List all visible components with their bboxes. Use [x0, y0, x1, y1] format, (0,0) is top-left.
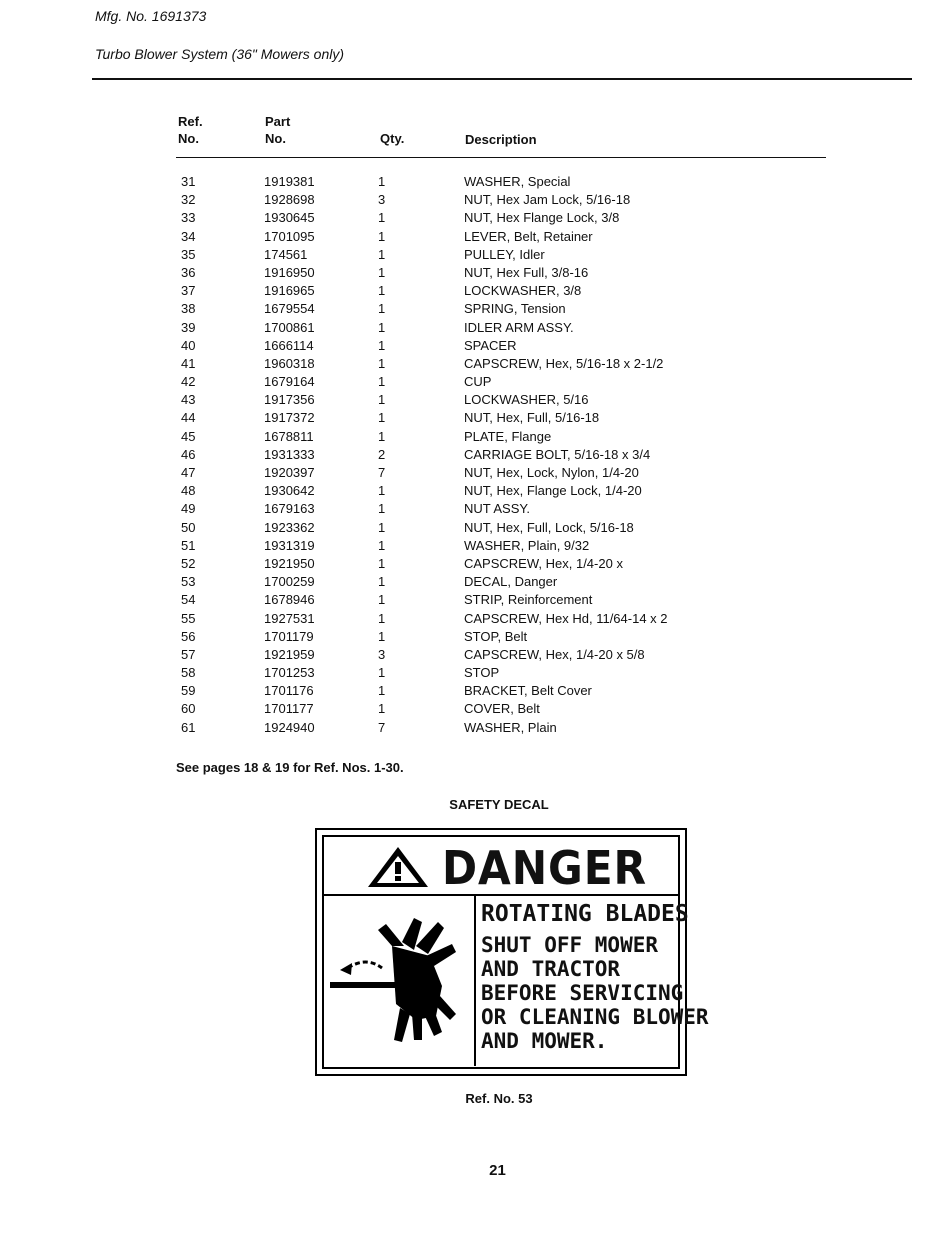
qty-cell: 1 — [378, 301, 386, 317]
col-header-qty: Qty. — [380, 131, 405, 146]
description-cell: STOP, Belt — [464, 628, 528, 644]
col-header-ref — [178, 113, 203, 147]
table-row — [0, 538, 950, 556]
qty-cell: 7 — [378, 465, 386, 480]
table-row — [0, 210, 950, 228]
ref-cell: 31 — [181, 174, 196, 189]
col-header-part-line2: No. — [265, 131, 286, 146]
qty-cell: 1 — [378, 264, 386, 280]
table-row — [0, 701, 950, 719]
part-number-cell: 1930645 — [264, 210, 315, 226]
ref-cell: 42 — [181, 374, 196, 390]
qty-cell: 1 — [378, 355, 386, 371]
table-row — [0, 483, 950, 501]
hand-blade-icon — [330, 916, 466, 1046]
description-cell: NUT, Hex Flange Lock, 3/8 — [464, 210, 620, 226]
ref-cell: 54 — [181, 592, 196, 608]
part-number-cell: 1700259 — [264, 574, 315, 590]
table-row — [0, 392, 950, 410]
qty-cell: 1 — [378, 665, 386, 681]
qty-cell: 3 — [378, 192, 386, 208]
description-cell: STOP — [464, 665, 500, 681]
ref-cell: 55 — [181, 610, 196, 626]
qty-cell: 1 — [378, 228, 386, 244]
qty-cell: 1 — [378, 683, 386, 699]
warning-triangle-icon — [366, 845, 430, 889]
description-cell: SPACER — [464, 337, 517, 353]
hand-hazard-pictogram — [324, 896, 476, 1066]
col-header-part — [265, 113, 290, 147]
table-row — [0, 410, 950, 428]
ref-cell: 49 — [181, 501, 196, 517]
warning-line-1: ROTATING BLADES — [481, 901, 689, 927]
description-cell: CUP — [464, 374, 492, 390]
description-cell: WASHER, Special — [464, 174, 571, 189]
part-number-cell: 1923362 — [264, 519, 315, 535]
ref-cell: 47 — [181, 465, 196, 480]
qty-cell: 1 — [378, 210, 386, 226]
decal-inner-border — [322, 835, 709, 1069]
table-row — [0, 574, 950, 592]
part-number-cell: 1921959 — [264, 646, 315, 662]
qty-cell: 1 — [378, 319, 386, 335]
table-row — [0, 447, 950, 465]
parts-table — [0, 174, 950, 738]
table-row — [0, 229, 950, 247]
description-cell: WASHER, Plain — [464, 719, 557, 735]
qty-cell: 1 — [378, 428, 386, 444]
table-row — [0, 356, 950, 374]
part-number-cell: 1666114 — [264, 337, 314, 353]
danger-decal — [315, 828, 709, 1076]
table-row — [0, 247, 950, 265]
table-row — [0, 374, 950, 392]
part-number-cell: 1927531 — [264, 610, 315, 626]
table-row — [0, 556, 950, 574]
ref-cell: 40 — [181, 337, 196, 353]
description-cell: IDLER ARM ASSY. — [464, 319, 574, 335]
table-row — [0, 520, 950, 538]
col-header-ref-line1: Ref. — [178, 114, 203, 129]
part-number-cell: 1960318 — [264, 355, 315, 371]
ref-cell: 58 — [181, 665, 196, 681]
reference-note: See pages 18 & 19 for Ref. Nos. 1-30. — [176, 760, 404, 775]
ref-cell: 43 — [181, 392, 196, 408]
ref-cell: 61 — [181, 719, 196, 735]
table-row — [0, 174, 950, 192]
part-number-cell: 1701176 — [264, 683, 314, 699]
part-number-cell: 1917356 — [264, 392, 315, 408]
description-cell: STRIP, Reinforcement — [464, 592, 593, 608]
col-header-description: Description — [465, 132, 537, 147]
table-row — [0, 592, 950, 610]
ref-cell: 45 — [181, 428, 196, 444]
part-number-cell: 174561 — [264, 246, 308, 262]
warning-line-3: AND TRACTOR — [481, 957, 621, 981]
header-rule — [92, 78, 912, 80]
warning-line-4: BEFORE SERVICING — [481, 981, 684, 1005]
table-row — [0, 301, 950, 319]
qty-cell: 1 — [378, 555, 386, 571]
description-cell: NUT ASSY. — [464, 501, 530, 517]
ref-cell: 60 — [181, 701, 196, 717]
table-header-rule — [176, 157, 826, 158]
qty-cell: 1 — [378, 283, 386, 299]
table-row — [0, 720, 950, 738]
qty-cell: 1 — [378, 519, 386, 535]
description-cell: CAPSCREW, Hex, 5/16-18 x 2-1/2 — [464, 355, 664, 371]
qty-cell: 3 — [378, 646, 386, 662]
table-row — [0, 501, 950, 519]
description-cell: NUT, Hex Full, 3/8-16 — [464, 264, 589, 280]
decal-section-title: SAFETY DECAL — [449, 797, 549, 812]
part-number-cell: 1700861 — [264, 319, 315, 335]
ref-cell: 41 — [181, 355, 196, 371]
ref-cell: 52 — [181, 555, 196, 571]
part-number-cell: 1921950 — [264, 555, 315, 571]
table-row — [0, 283, 950, 301]
ref-cell: 34 — [181, 228, 196, 244]
description-cell: DECAL, Danger — [464, 574, 558, 590]
col-header-ref-line2: No. — [178, 131, 199, 146]
qty-cell: 1 — [378, 410, 386, 426]
part-number-cell: 1916965 — [264, 283, 315, 299]
description-cell: LOCKWASHER, 3/8 — [464, 283, 582, 299]
part-number-cell: 1917372 — [264, 410, 315, 426]
qty-cell: 1 — [378, 483, 386, 499]
ref-cell: 32 — [181, 192, 196, 208]
table-row — [0, 683, 950, 701]
part-number-cell: 1701253 — [264, 665, 315, 681]
ref-cell: 38 — [181, 301, 196, 317]
qty-cell: 1 — [378, 592, 386, 608]
description-cell: SPRING, Tension — [464, 301, 566, 317]
table-row — [0, 429, 950, 447]
part-number-cell: 1931333 — [264, 446, 315, 462]
ref-cell: 44 — [181, 410, 196, 426]
manufacturer-number: Mfg. No. 1691373 — [95, 8, 207, 24]
description-cell: WASHER, Plain, 9/32 — [464, 537, 590, 553]
ref-cell: 56 — [181, 628, 196, 644]
ref-cell: 33 — [181, 210, 196, 226]
danger-header — [324, 837, 678, 896]
table-row — [0, 192, 950, 210]
description-cell: CAPSCREW, Hex Hd, 11/64-14 x 2 — [464, 610, 668, 626]
description-cell: BRACKET, Belt Cover — [464, 683, 592, 699]
qty-cell: 1 — [378, 574, 386, 590]
description-cell: COVER, Belt — [464, 701, 540, 717]
table-row — [0, 629, 950, 647]
part-number-cell: 1928698 — [264, 192, 315, 208]
ref-cell: 57 — [181, 646, 196, 662]
description-cell: CAPSCREW, Hex, 1/4-20 x 5/8 — [464, 646, 645, 662]
table-row — [0, 665, 950, 683]
ref-cell: 51 — [181, 537, 196, 553]
table-row — [0, 338, 950, 356]
part-number-cell: 1701179 — [264, 628, 314, 644]
part-number-cell: 1679164 — [264, 374, 315, 390]
table-row — [0, 647, 950, 665]
col-header-part-line1: Part — [265, 114, 291, 129]
part-number-cell: 1701095 — [264, 228, 315, 244]
description-cell: NUT, Hex, Flange Lock, 1/4-20 — [464, 483, 642, 499]
qty-cell: 1 — [378, 701, 386, 717]
table-row — [0, 465, 950, 483]
page-subtitle: Turbo Blower System (36" Mowers only) — [95, 46, 345, 62]
description-cell: PULLEY, Idler — [464, 246, 545, 262]
part-number-cell: 1924940 — [264, 719, 315, 735]
ref-cell: 48 — [181, 483, 196, 499]
ref-cell: 39 — [181, 319, 196, 335]
ref-cell: 37 — [181, 283, 196, 299]
qty-cell: 1 — [378, 501, 386, 517]
description-cell: CARRIAGE BOLT, 5/16-18 x 3/4 — [464, 446, 651, 462]
part-number-cell: 1916950 — [264, 264, 315, 280]
qty-cell: 7 — [378, 719, 386, 735]
part-number-cell: 1678811 — [264, 428, 314, 444]
ref-cell: 59 — [181, 683, 196, 699]
description-cell: CAPSCREW, Hex, 1/4-20 x — [464, 555, 623, 571]
ref-cell: 36 — [181, 264, 196, 280]
qty-cell: 1 — [378, 392, 386, 408]
part-number-cell: 1919381 — [264, 174, 315, 189]
qty-cell: 1 — [378, 174, 386, 189]
part-number-cell: 1679554 — [264, 301, 315, 317]
qty-cell: 1 — [378, 246, 386, 262]
part-number-cell: 1679163 — [264, 501, 315, 517]
danger-warning-text — [481, 902, 709, 1053]
description-cell: NUT, Hex, Lock, Nylon, 1/4-20 — [464, 465, 639, 480]
description-cell: LOCKWASHER, 5/16 — [464, 392, 589, 408]
part-number-cell: 1678946 — [264, 592, 315, 608]
ref-cell: 53 — [181, 574, 196, 590]
decal-caption: Ref. No. 53 — [465, 1091, 533, 1106]
description-cell: LEVER, Belt, Retainer — [464, 228, 593, 244]
table-row — [0, 611, 950, 629]
part-number-cell: 1930642 — [264, 483, 315, 499]
part-number-cell: 1920397 — [264, 465, 315, 480]
warning-line-2: SHUT OFF MOWER — [481, 933, 659, 957]
description-cell: NUT, Hex, Full, Lock, 5/16-18 — [464, 519, 634, 535]
part-number-cell: 1931319 — [264, 537, 315, 553]
part-number-cell: 1701177 — [264, 701, 314, 717]
description-cell: NUT, Hex Jam Lock, 5/16-18 — [464, 192, 631, 208]
qty-cell: 1 — [378, 628, 386, 644]
warning-line-5: OR CLEANING BLOWER — [481, 1005, 709, 1029]
qty-cell: 1 — [378, 374, 386, 390]
danger-signal-word: DANGER — [442, 841, 648, 895]
page-number: 21 — [489, 1162, 506, 1179]
description-cell: NUT, Hex, Full, 5/16-18 — [464, 410, 600, 426]
ref-cell: 50 — [181, 519, 196, 535]
qty-cell: 2 — [378, 446, 386, 462]
ref-cell: 35 — [181, 246, 196, 262]
qty-cell: 1 — [378, 537, 386, 553]
qty-cell: 1 — [378, 610, 386, 626]
ref-cell: 46 — [181, 446, 196, 462]
description-cell: PLATE, Flange — [464, 428, 552, 444]
warning-line-6: AND MOWER. — [481, 1029, 608, 1053]
qty-cell: 1 — [378, 337, 386, 353]
table-row — [0, 265, 950, 283]
table-row — [0, 320, 950, 338]
